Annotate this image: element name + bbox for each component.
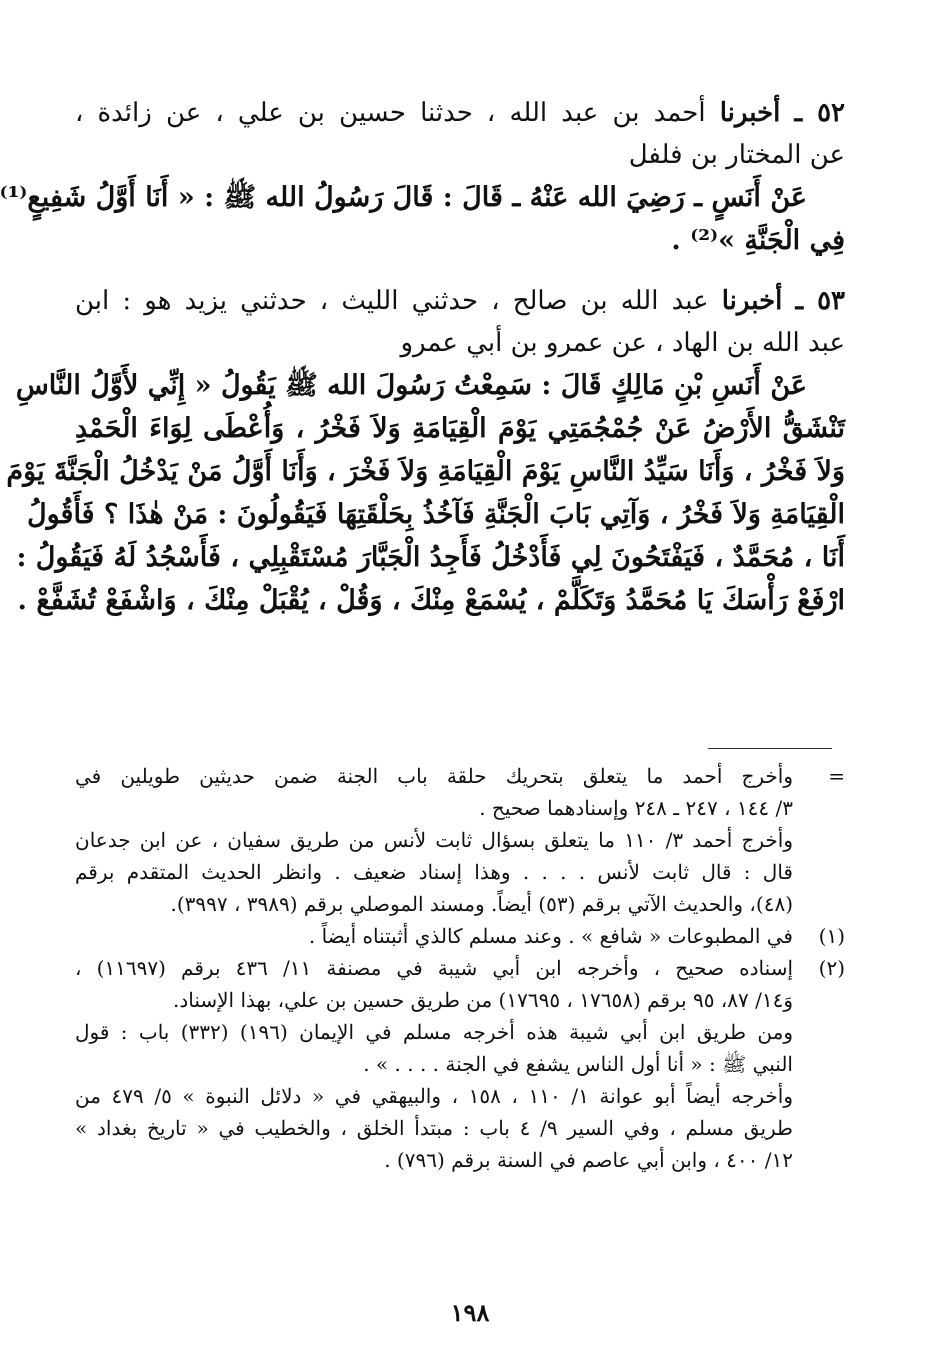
- footnotes: [75, 760, 845, 1176]
- footnote-1: (١) في المطبوعات « شافع » . وعند مسلم كالذي أثبتناه أيضاً .: [75, 920, 845, 952]
- hadith-number: ٥٣ ـ: [795, 286, 845, 316]
- hadith-53-text-line-5: أَنَا ، مُحَمَّدٌ ، فَيَفْتَحُونَ لِي فَأَدْخُلُ فَأَجِدُ الْجَبَّارَ مُسْتَقْبِلِي ، فَأَسْجُدُ لَهُ فَيَقُولُ :: [16, 542, 845, 573]
- hadith-lead-word: أخبرنا: [719, 98, 781, 128]
- footnote-mark: =: [828, 764, 845, 788]
- footnote-2-paragraph-2: ومن طريق ابن أبي شيبة هذه أخرجه مسلم في الإيمان (١٩٦) (٣٣٢) باب : قول النبي ﷺ : « أنا أول الناس يشفع في الجنة . . . . » .: [75, 1020, 793, 1076]
- footnote-mark: (٢): [818, 956, 845, 980]
- hadith-53-isnad-line-2: عبد الله بن الهاد ، عن عمرو بن أبي عمرو: [400, 328, 845, 358]
- hadith-52-isnad-line-2: عن المختار بن فلفل: [628, 140, 845, 170]
- footnote-mark: (١): [818, 924, 845, 948]
- hadith-52-isnad-line-1: ٥٢ ـ أخبرنا أحمد بن عبد الله ، حدثنا حسين بن علي ، عن زائدة ،: [75, 98, 846, 128]
- footnote-2-paragraph-3: وأخرجه أيضاً أبو عوانة ١/ ١١٠ ، ١٥٨ ، والبيهقي في « دلائل النبوة » ٥/ ٤٧٩ من طريق مسلم ، وفي السير ٩/ ٤ باب : مبتدأ الخلق ، والخطيب في « تاريخ بغداد » ١٢/ ٤٠٠ ، وابن أبي عاصم في السنة برقم (٧٩٦) .: [75, 1084, 793, 1172]
- hadith-52-text-line-1: عَنْ أَنَسٍ ـ رَضِيَ الله عَنْهُ ـ قَالَ : قَالَ رَسُولُ الله ﷺ : « أَنَا أَوَّلُ شَفِيعٍ⁽¹⁾: [0, 182, 807, 213]
- footnote-2: (٢) إسناده صحيح ، وأخرجه ابن أبي شيبة في مصنفة ١١/ ٤٣٦ برقم (١١٦٩٧) ، وَ١٤/ ٨٧، ٩٥ برقم (١٧٦٥٨ ، ١٧٦٩٥) من طريق حسين بن علي، بهذا الإسناد.: [75, 952, 845, 1016]
- hadith-lead-word: أخبرنا: [721, 286, 783, 316]
- hadith-number: ٥٢ ـ: [794, 98, 846, 128]
- footnote-paragraph: وأخرج أحمد ٣/ ١١٠ ما يتعلق بسؤال ثابت لأنس من طريق سفيان ، عن ابن جدعان قال : قال ثابت لأنس . . . . وهذا إسناد ضعيف . وانظر الحديث المتقدم برقم (٤٨)، والحديث الآتي برقم (٥٣) أيضاً. ومسند الموصلي برقم (٣٩٨٩ ، ٣٩٩٧).: [75, 828, 793, 916]
- hadith-53-text-line-6: ارْفَعْ رَأْسَكَ يَا مُحَمَّدُ وَتَكَلَّمْ ، يُسْمَعْ مِنْكَ ، وَقُلْ ، يُقْبَلْ مِنْكَ ، وَاشْفَعْ تُشَفَّعْ .: [17, 585, 845, 616]
- footnote-continuation: = وأخرج أحمد ما يتعلق بتحريك حلقة باب الجنة ضمن حديثين طويلين في ٣/ ١٤٤ ، ٢٤٧ ـ ٢٤٨ وإسنادهما صحيح .: [75, 760, 845, 824]
- footnote-divider: [708, 748, 832, 749]
- hadith-53-text-line-2: تَنْشَقُّ الأَرْضُ عَنْ جُمْجُمَتِي يَوْمَ الْقِيَامَةِ وَلاَ فَخْرُ ، وَأُعْطَى لِوَاءَ الْحَمْدِ: [75, 413, 845, 444]
- hadith-53-text-line-4: الْقِيَامَةِ وَلاَ فَخْرُ ، وَآتِي بَابَ الْجَنَّةِ فَآخُذُ بِحَلْقَتِهَا فَيَقُولُونَ : مَنْ هٰذَا ؟ فَأَقُولُ: [26, 499, 845, 530]
- page-number: ١٩٨: [450, 1298, 490, 1327]
- hadith-53-text-line-1: عَنْ أَنَسِ بْنِ مَالِكٍ قَالَ : سَمِعْتُ رَسُولَ الله ﷺ يَقُولُ « إِنِّي لأَوَّلُ النَّاسِ: [15, 370, 807, 401]
- main-text: [0, 92, 846, 622]
- hadith-52-text-line-2: فِي الْجَنَّةِ »⁽²⁾ .: [671, 225, 845, 256]
- hadith-53-isnad-line-1: ٥٣ ـ أخبرنا عبد الله بن صالح ، حدثني الليث ، حدثني يزيد هو : ابن: [75, 286, 845, 316]
- hadith-53-text-line-3: وَلاَ فَخْرُ ، وَأَنَا سَيِّدُ النَّاسِ يَوْمَ الْقِيَامَةِ وَلاَ فَخْرَ ، وَأَنَا أَوَّلُ مَنْ يَدْخُلُ الْجَنَّةَ يَوْمَ: [6, 456, 845, 487]
